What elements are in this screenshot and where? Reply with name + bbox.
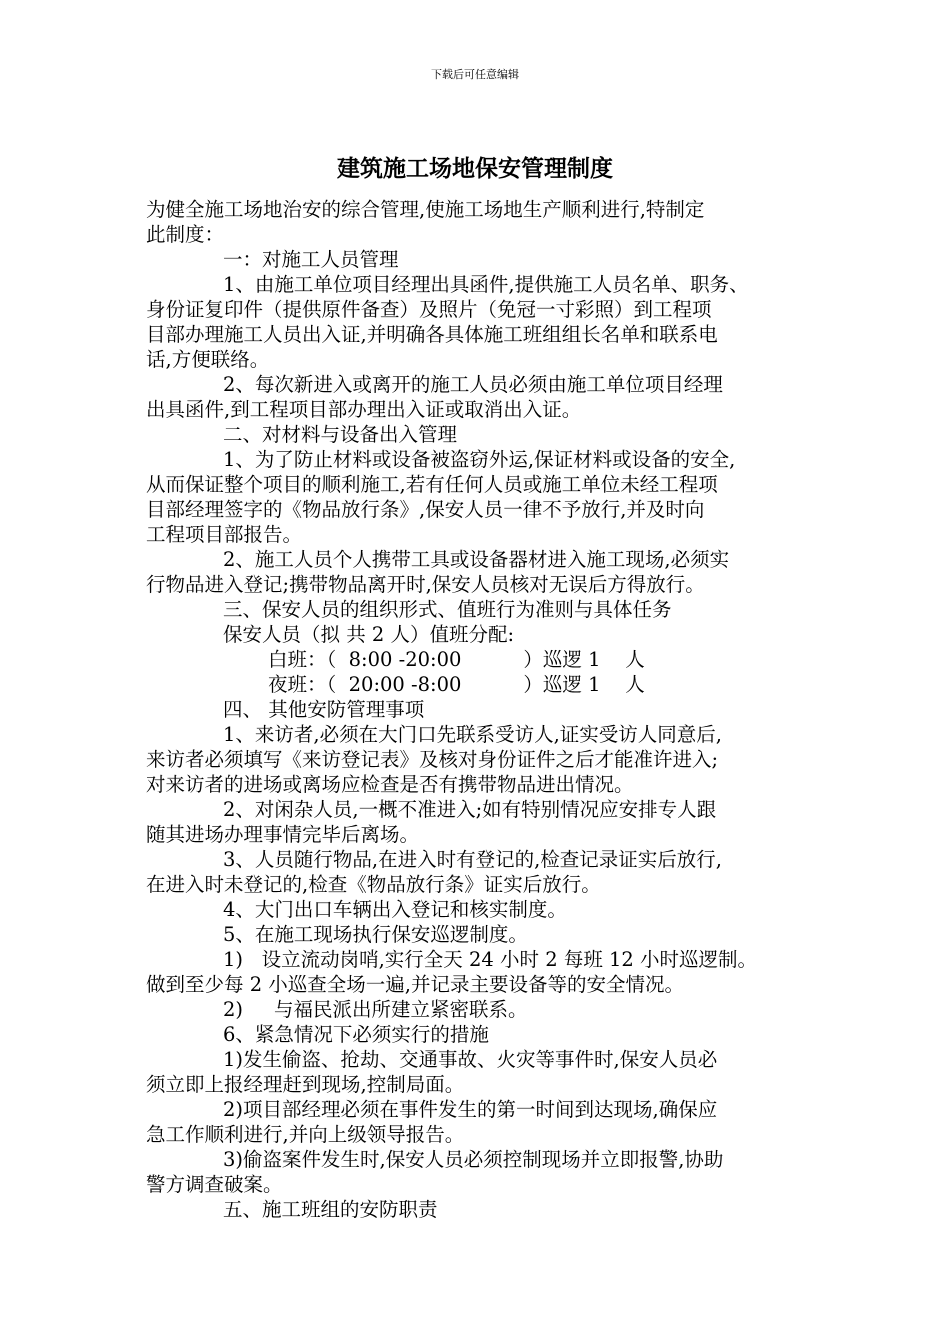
header-note: 下载后可任意编辑 [431, 68, 519, 81]
paragraph-line: 身份证复印件（提供原件备查）及照片（免冠一寸彩照）到工程项 [146, 298, 712, 321]
section-heading: 二、对材料与设备出入管理 [223, 423, 458, 446]
paragraph-line: 1、为了防止材料或设备被盗窃外运,保证材料或设备的安全, [223, 448, 736, 471]
paragraph-line: 工程项目部报告。 [146, 523, 303, 546]
paragraph-line: 警方调查破案。 [146, 1173, 283, 1196]
paragraph-line: 5、在施工现场执行保安巡逻制度。 [223, 923, 528, 946]
paragraph-line: 对来访者的进场或离场应检查是否有携带物品进出情况。 [146, 773, 634, 796]
paragraph-line: 2、每次新进入或离开的施工人员必须由施工单位项目经理 [223, 373, 723, 396]
paragraph-line: 1)发生偷盗、抢劫、交通事故、火灾等事件时,保安人员必 [223, 1048, 718, 1071]
paragraph-line: 做到至少每 2 小巡查全场一遍,并记录主要设备等的安全情况。 [146, 973, 685, 996]
paragraph-line: 2) 与福民派出所建立紧密联系。 [223, 998, 528, 1021]
section-heading: 四、 其他安防管理事项 [223, 698, 425, 721]
section-heading: 五、施工班组的安防职责 [223, 1198, 438, 1221]
paragraph-line: 来访者必须填写《来访登记表》及核对身份证件之后才能准许进入; [146, 748, 719, 771]
paragraph-line: 目部经理签字的《物品放行条》,保安人员一律不予放行,并及时向 [146, 498, 705, 521]
paragraph-line: 急工作顺利进行,并向上级领导报告。 [146, 1123, 465, 1146]
paragraph-line: 在进入时未登记的,检查《物品放行条》证实后放行。 [146, 873, 601, 896]
paragraph-line: 2)项目部经理必须在事件发生的第一时间到达现场,确保应 [223, 1098, 718, 1121]
paragraph-line: 1、来访者,必须在大门口先联系受访人,证实受访人同意后, [223, 723, 723, 746]
paragraph-line: 目部办理施工人员出入证,并明确各具体施工班组组长名单和联系电 [146, 323, 718, 346]
paragraph-line: 3、人员随行物品,在进入时有登记的,检查记录证实后放行, [223, 848, 723, 871]
paragraph-line: 出具函件,到工程项目部办理出入证或取消出入证。 [146, 398, 582, 421]
paragraph-line: 1) 设立流动岗哨,实行全天 24 小时 2 每班 12 小时巡逻制。 [223, 948, 758, 971]
paragraph-line: 须立即上报经理赶到现场,控制局面。 [146, 1073, 465, 1096]
document-title: 建筑施工场地保安管理制度 [337, 155, 613, 182]
section-heading: 一：对施工人员管理 [223, 248, 399, 271]
paragraph-line: 2、对闲杂人员,一概不准进入;如有特别情况应安排专人跟 [223, 798, 717, 821]
paragraph-line: 随其进场办理事情完毕后离场。 [146, 823, 420, 846]
shift-night-line: 夜班：（ 20:00 -8:00 ）巡逻 1 人 [268, 673, 645, 696]
paragraph-line: 行物品进入登记;携带物品离开时,保安人员核对无误后方得放行。 [146, 573, 705, 596]
shift-day-line: 白班：（ 8:00 -20:00 ）巡逻 1 人 [268, 648, 645, 671]
section-heading: 三、保安人员的组织形式、值班行为准则与具体任务 [223, 598, 672, 621]
paragraph-line: 2、施工人员个人携带工具或设备器材进入施工现场,必须实 [223, 548, 730, 571]
paragraph-line: 3)偷盗案件发生时,保安人员必须控制现场并立即报警,协助 [223, 1148, 724, 1171]
paragraph-line: 4、大门出口车辆出入登记和核实制度。 [223, 898, 567, 921]
paragraph-line: 1、由施工单位项目经理出具函件,提供施工人员名单、职务、 [223, 273, 749, 296]
paragraph-line: 此制度： [146, 223, 225, 246]
paragraph-line: 6、紧急情况下必须实行的措施 [223, 1023, 489, 1046]
paragraph-line: 话,方便联络。 [146, 348, 270, 371]
paragraph-line: 保安人员（拟 共 2 人）值班分配: [223, 623, 515, 646]
paragraph-line: 为健全施工场地治安的综合管理,使施工场地生产顺利进行,特制定 [146, 198, 705, 221]
paragraph-line: 从而保证整个项目的顺利施工,若有任何人员或施工单位未经工程项 [146, 473, 718, 496]
